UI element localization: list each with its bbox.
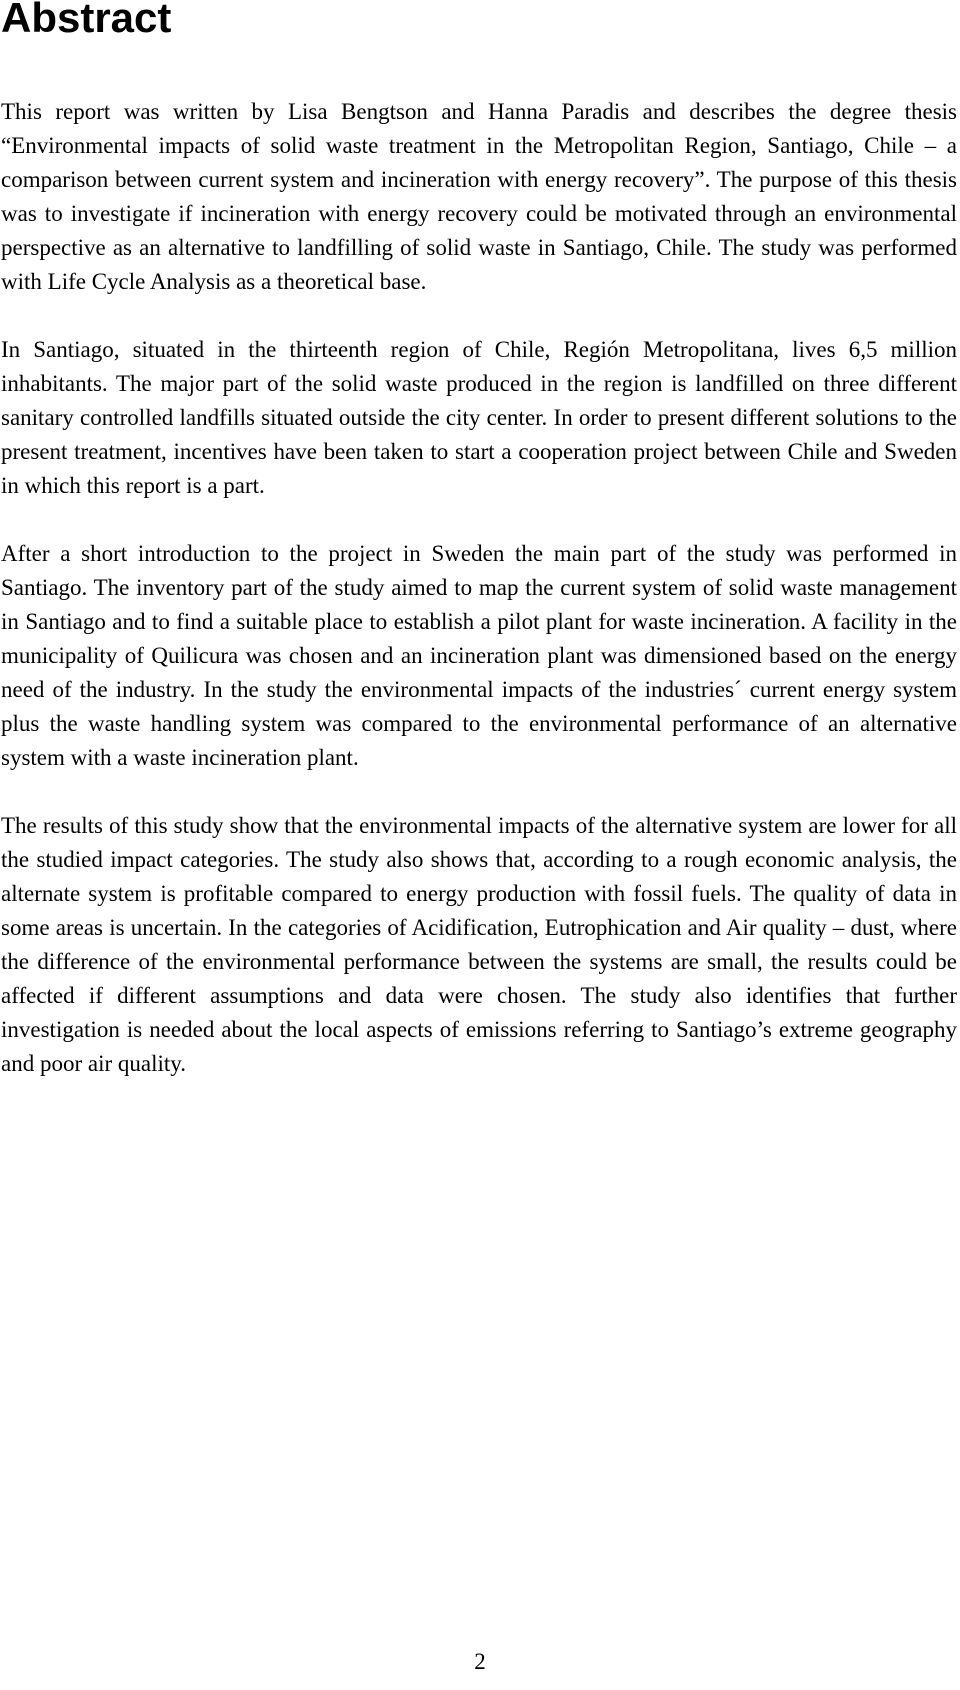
page-title: Abstract bbox=[1, 0, 172, 41]
abstract-paragraph-1: This report was written by Lisa Bengtson and Hanna Paradis and describes the degree thesis “Environmental impacts of solid waste treatment in the Metropolitan Region, Santiago, Chile – a comparison between current system and incineration with energy recovery”. The purpose of this thesis was to investigate if incineration with energy recovery could be motivated through an environmental perspective as an alternative to landfilling of solid waste in Santiago, Chile. The study was performed with Life Cycle Analysis as a theoretical base. bbox=[1, 99, 957, 294]
abstract-paragraph-4: The results of this study show that the environmental impacts of the alternative system are lower for all the studied impact categories. The study also shows that, according to a rough economic analysis, the alternate system is profitable compared to energy production with fossil fuels. The quality of data in some areas is uncertain. In the categories of Acidification, Eutrophication and Air quality – dust, where the difference of the environmental performance between the systems are small, the results could be affected if different assumptions and data were chosen. The study also identifies that further investigation is needed about the local aspects of emissions referring to Santiago’s extreme geography and poor air quality. bbox=[1, 813, 957, 1076]
abstract-body bbox=[1, 95, 957, 1115]
abstract-paragraph-3: After a short introduction to the project in Sweden the main part of the study was performed in Santiago. The inventory part of the study aimed to map the current system of solid waste management in Santiago and to find a suitable place to establish a pilot plant for waste incineration. A facility in the municipality of Quilicura was chosen and an incineration plant was dimensioned based on the energy need of the industry. In the study the environmental impacts of the industries´ current energy system plus the waste handling system was compared to the environmental performance of an alternative system with a waste incineration plant. bbox=[1, 541, 957, 770]
abstract-paragraph-2: In Santiago, situated in the thirteenth region of Chile, Región Metropolitana, lives 6,5 million inhabitants. The major part of the solid waste produced in the region is landfilled on three different sanitary controlled landfills situated outside the city center. In order to present different solutions to the present treatment, incentives have been taken to start a cooperation project between Chile and Sweden in which this report is a part. bbox=[1, 337, 957, 498]
page-number: 2 bbox=[474, 1649, 486, 1674]
